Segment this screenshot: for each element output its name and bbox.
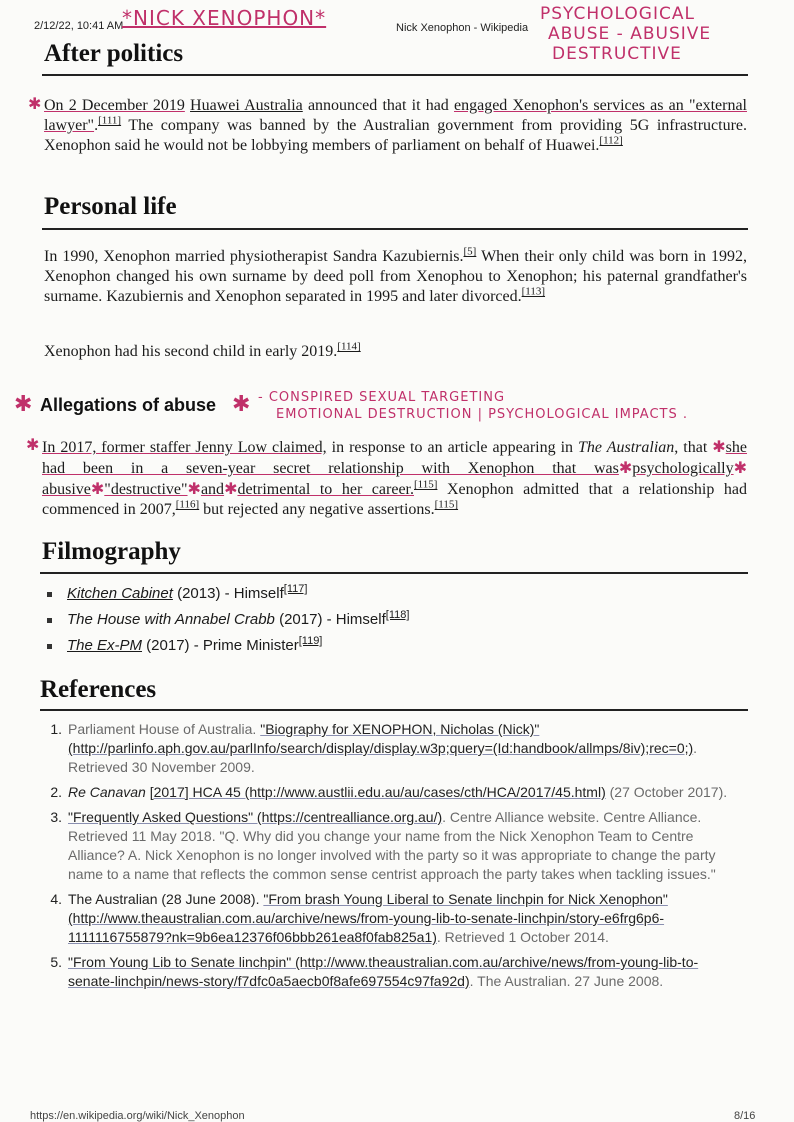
reference-number: 1. [50, 721, 62, 737]
star-icon: ✱ [224, 479, 238, 498]
film-detail: (2013) - Himself [172, 585, 284, 602]
list-item [44, 808, 744, 884]
section-heading-filmography: Filmography [42, 538, 181, 565]
date-highlight: On 2 December 2019 [44, 97, 185, 114]
list-item [42, 610, 742, 636]
subsection-heading-allegations: Allegations of abuse [40, 395, 217, 415]
text: , that [674, 439, 713, 456]
destructive-highlight: "destructive" [104, 481, 188, 498]
citation-link[interactable]: [111] [98, 114, 122, 127]
text: Xenophon had his second child in early 2019. [44, 343, 338, 360]
citation-link[interactable]: [115] [434, 498, 459, 511]
reference-link[interactable]: "Frequently Asked Questions" (https://centrealliance.org.au/) [68, 809, 443, 825]
citation-link[interactable]: [5] [463, 245, 477, 258]
heading-rule [42, 228, 748, 230]
reference-number: 4. [50, 891, 62, 907]
text: . [94, 117, 99, 134]
star-icon: ✱ [187, 479, 201, 498]
handwritten-allegation-note-2: EMOTIONAL DESTRUCTION | PSYCHOLOGICAL IMPACTS . [276, 407, 689, 422]
reference-text: Re Canavan [68, 784, 150, 800]
citation-link[interactable]: [115] [414, 478, 438, 491]
print-footer-url: https://en.wikipedia.org/wiki/Nick_Xenophon [30, 1110, 245, 1122]
reference-text: The Australian (28 June 2008). [68, 891, 264, 907]
and-highlight: and [200, 481, 225, 498]
citation-link[interactable]: [116] [175, 498, 200, 511]
citation-link[interactable]: [118] [385, 609, 410, 621]
text: announced that it had [302, 97, 454, 114]
film-title-link[interactable]: The Ex-PM [67, 637, 143, 654]
section-heading-after-politics: After politics [44, 40, 184, 67]
margin-star-icon: ✱ [26, 435, 40, 454]
star-icon: ✱ [712, 437, 726, 456]
link-huawei-australia[interactable]: Huawei Australia [190, 97, 303, 114]
publication-title: The Australian [578, 439, 675, 456]
claim-highlight: In 2017, former staffer Jenny Low claimed, [42, 439, 327, 456]
handwritten-allegation-note-1: - CONSPIRED SEXUAL TARGETING [258, 390, 506, 405]
reference-link[interactable]: "From Young Lib to Senate linchpin" (http://www.theaustralian.com.au/archive/news/from-young-lib-to-senate-linchpin/news-story/f7dfc0a5aecb0f8afe697554c97fa92d) [68, 954, 699, 989]
text: In 1990, Xenophon married physiotherapist Sandra Kazubiernis. [44, 248, 464, 265]
reference-link[interactable]: "Biography for XENOPHON, Nicholas (Nick)" (http://parlinfo.aph.gov.au/parlInfo/search/display/display.w3p;query=(Id:handbook/allmps/8iv);rec=0;) [68, 721, 694, 756]
text: in response to an article appearing in [326, 439, 579, 456]
margin-star-icon: ✱ [232, 392, 251, 417]
reference-text: . The Australian. 27 June 2008. [469, 973, 664, 989]
reference-link[interactable]: [2017] HCA 45 (http://www.austlii.edu.au/au/cases/cth/HCA/2017/45.html) [149, 784, 606, 800]
star-icon: ✱ [90, 479, 105, 498]
abusive-highlight: abusive [42, 481, 91, 498]
handwritten-name-note: *NICK XENOPHON* [122, 6, 327, 30]
star-icon: ✱ [733, 458, 747, 477]
reference-text: . Retrieved 1 October 2014. [436, 929, 609, 945]
citation-link[interactable]: [119] [298, 635, 323, 647]
citation-link[interactable]: [112] [599, 134, 623, 147]
film-detail: (2017) - Himself [274, 611, 386, 628]
print-page-number: 8/16 [734, 1110, 756, 1122]
list-item [44, 890, 744, 947]
text: The company was banned by the Australian government from providing 5G infrastructure. Xenophon said he would not be lobbying members of parliament on behalf of Huawei. [44, 117, 747, 154]
handwritten-note-right-1: PSYCHOLOGICAL [540, 4, 695, 24]
film-title: The House with Annabel Crabb [67, 611, 275, 628]
list-item [44, 720, 744, 777]
heading-rule [40, 709, 748, 711]
personal-life-paragraph-2 [44, 342, 747, 362]
reference-number: 3. [50, 809, 62, 825]
reference-text: . Centre Alliance website. Centre Alliance. Retrieved 11 May 2018. "Q. Why did you change your name from the Nick Xenophon Team to Centre Alliance? A. Nick Xenophon is no longer involved with the party so it was appropriate to change the party name to a name that reflects the common sense centrist approach the party takes when tackling issues." [68, 809, 716, 882]
citation-link[interactable]: [113] [521, 285, 546, 298]
reference-link[interactable]: "From brash Young Liberal to Senate linchpin for Nick Xenophon" (http://www.theaustralian.com.au/archive/news/from-young-lib-to-senate-linchpin/story-e6frg6p6-1111116755879?nk=9b6ea12376f06bbb261ea8f0fab825a1) [68, 891, 668, 945]
film-title-link[interactable]: Kitchen Cabinet [67, 585, 173, 602]
reference-text: (27 October 2017). [605, 784, 728, 800]
text: When their only child was born in 1992, Xenophon changed his own surname by deed poll from Xenophou to Xenophon; his paternal grandfather's surname. Kazubiernis and Xenophon separated in 1995 and later divorced. [44, 248, 748, 305]
career-highlight: detrimental to her career. [237, 481, 414, 498]
list-item [44, 953, 744, 991]
after-politics-paragraph [28, 94, 747, 156]
reference-number: 2. [50, 784, 62, 800]
psychologically-highlight: psychologically [632, 460, 734, 477]
reference-text: Parliament House of Australia. [68, 721, 261, 737]
list-item [44, 783, 744, 802]
citation-link[interactable]: [117] [283, 583, 308, 595]
relationship-highlight: she had been in a seven-year secret relationship with Xenophon that was [42, 439, 747, 477]
references-list [44, 720, 744, 997]
citation-link[interactable]: [114] [337, 340, 361, 353]
reference-number: 5. [50, 954, 62, 970]
star-icon: ✱ [618, 458, 633, 477]
text: but rejected any negative assertions. [199, 501, 435, 518]
film-detail: (2017) - Prime Minister [142, 637, 299, 654]
handwritten-note-right-2: ABUSE - ABUSIVE [548, 24, 712, 44]
personal-life-paragraph-1 [44, 247, 747, 307]
heading-rule [42, 74, 748, 76]
handwritten-note-right-3: DESTRUCTIVE [552, 44, 682, 64]
section-heading-references: References [40, 676, 157, 703]
print-page-title: Nick Xenophon - Wikipedia [396, 22, 529, 34]
list-item [42, 584, 742, 610]
list-item [42, 636, 742, 662]
text: Xenophon admitted that a relationship had commenced in 2007, [42, 481, 748, 518]
margin-star-icon: ✱ [14, 392, 33, 417]
reference-text: . Retrieved 30 November 2009. [68, 740, 698, 775]
margin-star-icon: ✱ [28, 94, 42, 113]
print-timestamp: 2/12/22, 10:41 AM [34, 20, 124, 32]
heading-rule [40, 572, 748, 574]
filmography-list [42, 584, 742, 662]
allegations-paragraph [26, 435, 748, 520]
lawyer-highlight: engaged Xenophon's services as an "external lawyer" [44, 97, 747, 134]
section-heading-personal-life: Personal life [44, 193, 177, 220]
